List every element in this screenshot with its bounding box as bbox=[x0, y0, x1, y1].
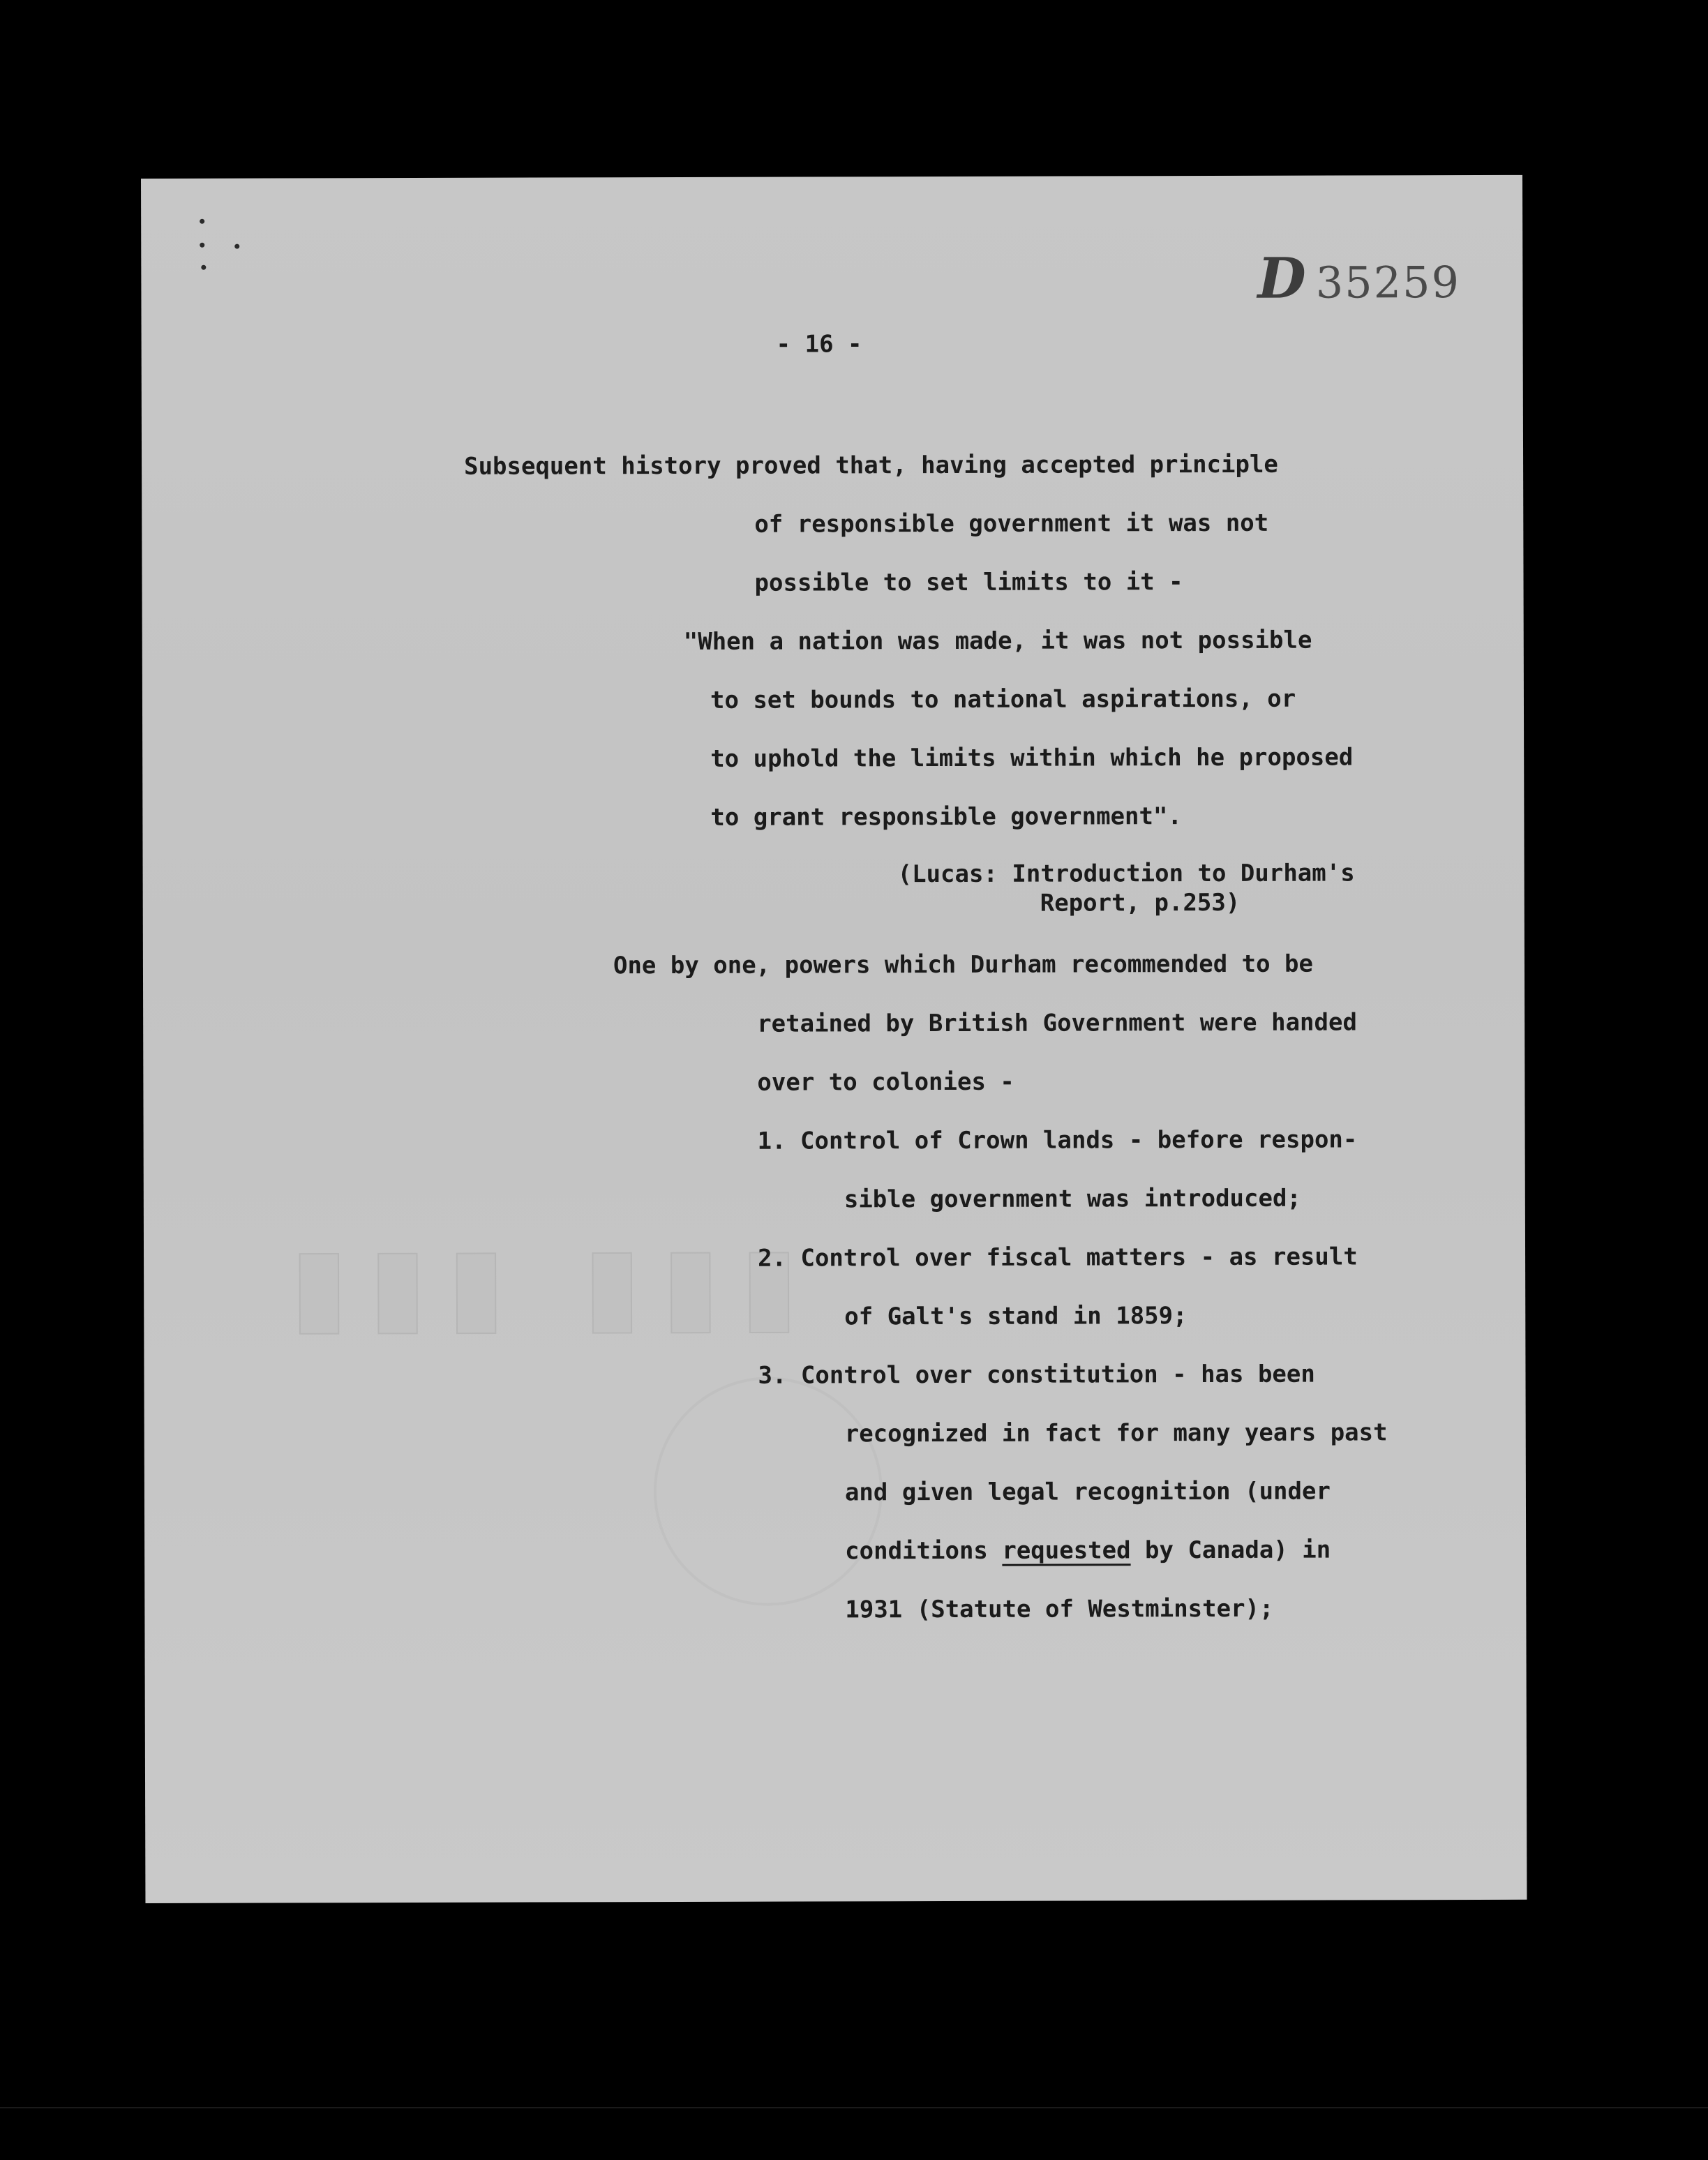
list-item: 2. Control over fiscal matters - as result bbox=[758, 1243, 1358, 1273]
underlined-word: requested bbox=[1002, 1536, 1131, 1565]
list-item-continuation bbox=[845, 1536, 1331, 1566]
page-number: - 16 - bbox=[776, 330, 862, 359]
citation-line: (Lucas: Introduction to Durham's bbox=[897, 859, 1355, 889]
stamp-number: 35259 bbox=[1315, 257, 1461, 308]
list-item-continuation: and given legal recognition (under bbox=[844, 1477, 1331, 1507]
list-item-continuation: recognized in fact for many years past bbox=[844, 1418, 1388, 1448]
punch-mark bbox=[201, 265, 206, 270]
list-item: 3. Control over constitution - has been bbox=[758, 1360, 1315, 1390]
body-line: retained by British Government were handed bbox=[757, 1008, 1357, 1038]
citation-line: Report, p.253) bbox=[1040, 888, 1241, 917]
body-line: over to colonies - bbox=[757, 1067, 1014, 1097]
text-segment: by Canada) in bbox=[1130, 1536, 1331, 1565]
list-item-continuation: sible government was introduced; bbox=[844, 1184, 1301, 1214]
quote-line: "When a nation was made, it was not possible bbox=[683, 626, 1312, 656]
archive-stamp bbox=[1257, 245, 1460, 311]
document-page bbox=[141, 175, 1527, 1903]
body-line: possible to set limits to it - bbox=[754, 568, 1183, 597]
quote-line: to set bounds to national aspirations, or bbox=[710, 684, 1296, 714]
quote-line: to grant responsible government". bbox=[710, 802, 1182, 832]
body-line: Subsequent history proved that, having accepted principle bbox=[464, 450, 1278, 481]
punch-mark bbox=[200, 219, 204, 224]
film-edge bbox=[0, 2107, 1708, 2108]
list-item-continuation: 1931 (Statute of Westminster); bbox=[845, 1594, 1274, 1624]
quote-line: to uphold the limits within which he proposed bbox=[710, 743, 1354, 773]
body-line: of responsible government it was not bbox=[754, 509, 1269, 539]
punch-mark bbox=[234, 244, 239, 249]
body-line: One by one, powers which Durham recommended to be bbox=[613, 950, 1314, 980]
stamp-letter: D bbox=[1257, 245, 1306, 311]
text-segment: conditions bbox=[845, 1536, 1003, 1566]
punch-mark bbox=[200, 243, 204, 248]
show-through-watermark: ▮▮▮ ▮▮▮ bbox=[290, 1223, 819, 1347]
list-item: 1. Control of Crown lands - before respon- bbox=[757, 1125, 1358, 1155]
list-item-continuation: of Galt's stand in 1859; bbox=[844, 1302, 1188, 1331]
